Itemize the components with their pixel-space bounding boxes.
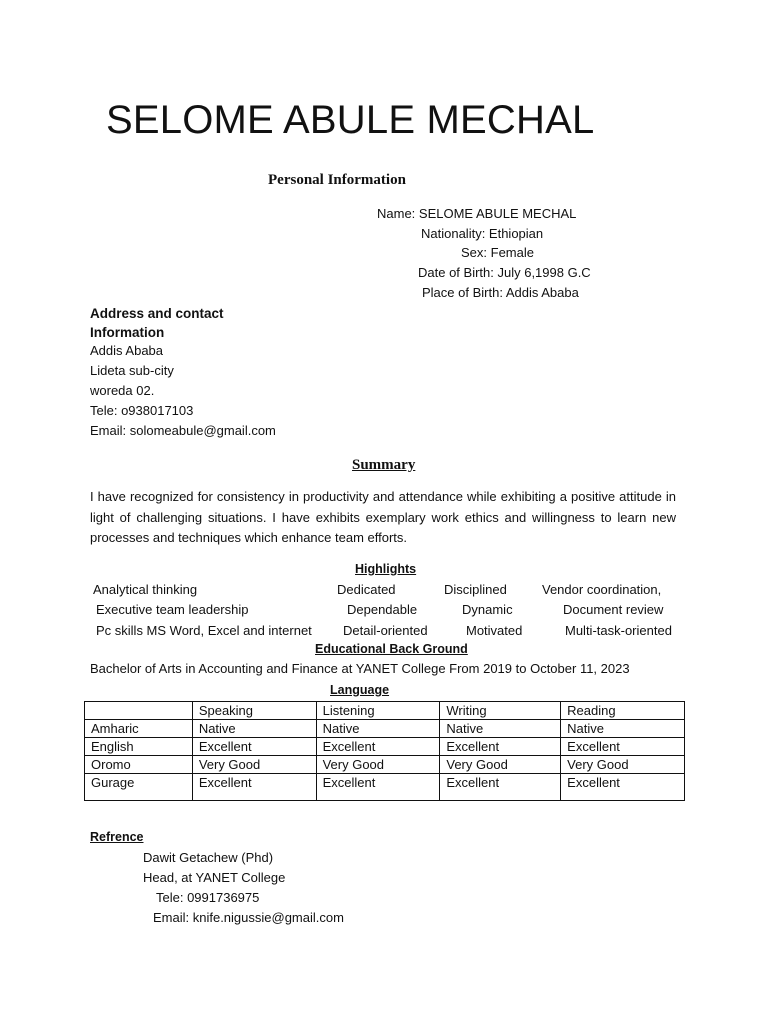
- personal-name: Name: SELOME ABULE MECHAL: [377, 206, 577, 221]
- reference-title: Head, at YANET College: [143, 870, 286, 885]
- personal-pob: Place of Birth: Addis Ababa: [422, 285, 579, 300]
- highlight-item: Disciplined: [444, 582, 507, 597]
- education-text: Bachelor of Arts in Accounting and Finance at YANET College From 2019 to October 11, 2023: [90, 661, 630, 676]
- table-cell: Excellent: [192, 738, 316, 756]
- table-cell: Native: [316, 720, 440, 738]
- reference-email: Email: knife.nigussie@gmail.com: [153, 910, 344, 925]
- table-cell: Native: [192, 720, 316, 738]
- table-cell: Amharic: [85, 720, 193, 738]
- address-email: Email: solomeabule@gmail.com: [90, 423, 276, 438]
- table-cell: Excellent: [561, 738, 685, 756]
- reference-heading: Refrence: [90, 830, 144, 844]
- address-phone: Tele: o938017103: [90, 403, 194, 418]
- highlight-item: Executive team leadership: [96, 602, 249, 617]
- highlight-item: Analytical thinking: [93, 582, 198, 597]
- highlight-item: Detail-oriented: [343, 623, 428, 638]
- education-heading: Educational Back Ground: [315, 642, 468, 656]
- personal-sex: Sex: Female: [461, 245, 534, 260]
- table-header-cell: Writing: [440, 702, 561, 720]
- table-header-cell: Listening: [316, 702, 440, 720]
- table-cell: Excellent: [440, 774, 561, 801]
- summary-heading: Summary: [352, 457, 416, 473]
- resume-name-heading: SELOME ABULE MECHAL: [106, 98, 595, 142]
- highlight-item: Dependable: [347, 602, 418, 617]
- table-cell: Excellent: [316, 738, 440, 756]
- personal-nationality: Nationality: Ethiopian: [421, 226, 544, 241]
- table-cell: Gurage: [85, 774, 193, 801]
- table-cell: Native: [440, 720, 561, 738]
- table-cell: Excellent: [561, 774, 685, 801]
- address-woreda: woreda 02.: [90, 383, 155, 398]
- table-row: [85, 738, 685, 756]
- reference-phone: Tele: 0991736975: [156, 890, 260, 905]
- table-cell: Very Good: [192, 756, 316, 774]
- address-heading-line2: Information: [90, 325, 165, 340]
- highlight-item: Vendor coordination,: [542, 582, 662, 597]
- table-header-cell: Reading: [561, 702, 685, 720]
- reference-name: Dawit Getachew (Phd): [143, 850, 274, 865]
- language-heading: Language: [330, 683, 390, 697]
- personal-dob: Date of Birth: July 6,1998 G.C: [418, 265, 591, 280]
- highlight-item: Motivated: [466, 623, 523, 638]
- table-cell: Very Good: [440, 756, 561, 774]
- table-cell: Excellent: [316, 774, 440, 801]
- highlights-heading: Highlights: [355, 562, 417, 576]
- table-header-cell: Speaking: [192, 702, 316, 720]
- language-table: [84, 701, 685, 801]
- table-cell: Excellent: [440, 738, 561, 756]
- table-header-row: [85, 702, 685, 720]
- address-heading-line1: Address and contact: [90, 306, 224, 321]
- table-cell: Excellent: [192, 774, 316, 801]
- personal-info-heading: Personal Information: [268, 172, 406, 188]
- table-header-cell: [85, 702, 193, 720]
- highlight-item: Dynamic: [462, 602, 513, 617]
- highlight-item: Document review: [563, 602, 664, 617]
- table-cell: Native: [561, 720, 685, 738]
- highlight-item: Multi-task-oriented: [565, 623, 672, 638]
- table-cell: Oromo: [85, 756, 193, 774]
- address-city: Addis Ababa: [90, 343, 164, 358]
- address-subcity: Lideta sub-city: [90, 363, 174, 378]
- highlight-item: Dedicated: [337, 582, 396, 597]
- table-cell: Very Good: [561, 756, 685, 774]
- table-row: [85, 720, 685, 738]
- table-cell: Very Good: [316, 756, 440, 774]
- highlight-item: Pc skills MS Word, Excel and internet: [96, 623, 312, 638]
- summary-paragraph: I have recognized for consistency in productivity and attendance while exhibiting a positive attitude in light of challenging situations. I have exhibits exemplary work ethics and willingness to learn new processes and techniques which enhance team efforts.: [90, 489, 676, 545]
- table-row: [85, 774, 685, 801]
- table-row: [85, 756, 685, 774]
- table-cell: English: [85, 738, 193, 756]
